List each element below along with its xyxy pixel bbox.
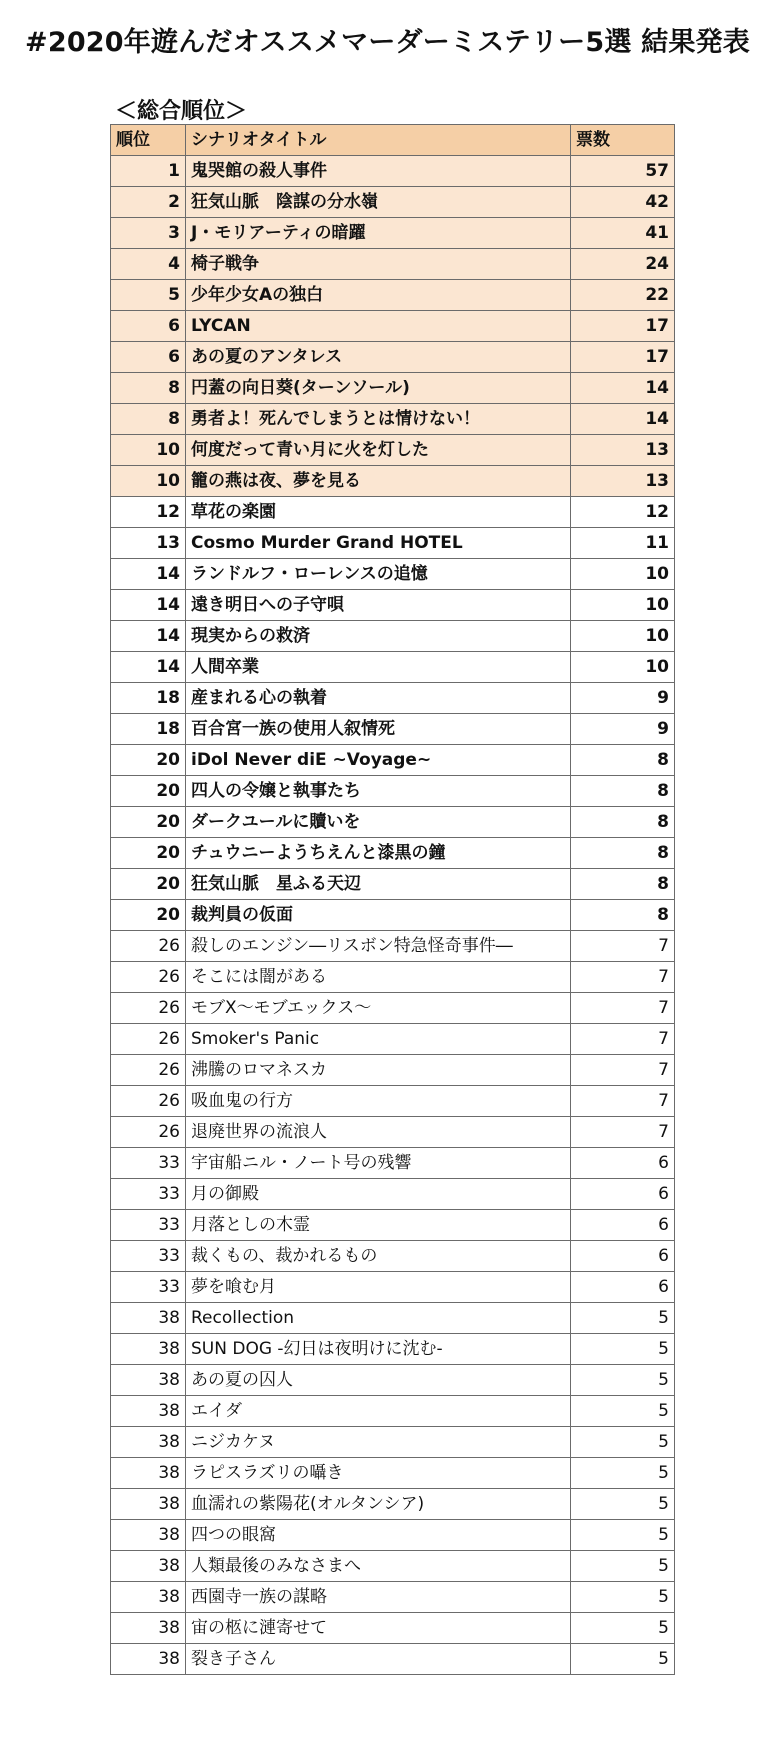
title-cell: Cosmo Murder Grand HOTEL	[186, 528, 571, 559]
title-cell: エイダ	[186, 1396, 571, 1427]
table-row	[111, 1365, 675, 1396]
votes-cell: 7	[571, 1086, 675, 1117]
votes-cell: 5	[571, 1458, 675, 1489]
title-cell: 円蓋の向日葵(ターンソール)	[186, 373, 571, 404]
title-cell: 月落としの木霊	[186, 1210, 571, 1241]
table-row	[111, 1427, 675, 1458]
rank-cell: 38	[111, 1396, 186, 1427]
rank-cell: 20	[111, 900, 186, 931]
rank-cell: 20	[111, 807, 186, 838]
votes-cell: 7	[571, 1055, 675, 1086]
table-row	[111, 1613, 675, 1644]
table-row	[111, 776, 675, 807]
header-title: シナリオタイトル	[186, 125, 571, 156]
table-row	[111, 1179, 675, 1210]
title-cell: 四人の令嬢と執事たち	[186, 776, 571, 807]
votes-cell: 41	[571, 218, 675, 249]
table-row	[111, 900, 675, 931]
votes-cell: 10	[571, 621, 675, 652]
votes-cell: 5	[571, 1489, 675, 1520]
table-row	[111, 1055, 675, 1086]
title-cell: 殺しのエンジン―リスボン特急怪奇事件―	[186, 931, 571, 962]
table-row	[111, 1551, 675, 1582]
title-cell: 裁判員の仮面	[186, 900, 571, 931]
votes-cell: 5	[571, 1334, 675, 1365]
rank-cell: 14	[111, 559, 186, 590]
votes-cell: 5	[571, 1396, 675, 1427]
votes-cell: 5	[571, 1582, 675, 1613]
votes-cell: 8	[571, 869, 675, 900]
table-row	[111, 311, 675, 342]
header-rank: 順位	[111, 125, 186, 156]
title-cell: 血濡れの紫陽花(オルタンシア)	[186, 1489, 571, 1520]
votes-cell: 8	[571, 807, 675, 838]
title-cell: 西園寺一族の謀略	[186, 1582, 571, 1613]
title-cell: あの夏のアンタレス	[186, 342, 571, 373]
rank-cell: 20	[111, 776, 186, 807]
table-row	[111, 869, 675, 900]
title-cell: そこには闇がある	[186, 962, 571, 993]
rank-cell: 33	[111, 1210, 186, 1241]
table-row	[111, 373, 675, 404]
title-cell: 勇者よ！死んでしまうとは情けない！	[186, 404, 571, 435]
rank-cell: 10	[111, 435, 186, 466]
title-cell: 四つの眼窩	[186, 1520, 571, 1551]
rank-cell: 18	[111, 714, 186, 745]
title-cell: あの夏の囚人	[186, 1365, 571, 1396]
title-cell: 人類最後のみなさまへ	[186, 1551, 571, 1582]
title-cell: 少年少女Aの独白	[186, 280, 571, 311]
rank-cell: 33	[111, 1148, 186, 1179]
votes-cell: 5	[571, 1613, 675, 1644]
votes-cell: 14	[571, 373, 675, 404]
votes-cell: 7	[571, 1024, 675, 1055]
votes-cell: 8	[571, 838, 675, 869]
votes-cell: 5	[571, 1365, 675, 1396]
title-cell: 椅子戦争	[186, 249, 571, 280]
table-row	[111, 1644, 675, 1675]
rank-cell: 14	[111, 652, 186, 683]
votes-cell: 7	[571, 962, 675, 993]
votes-cell: 13	[571, 435, 675, 466]
table-row	[111, 342, 675, 373]
title-cell: モブX〜モブエックス〜	[186, 993, 571, 1024]
rank-cell: 2	[111, 187, 186, 218]
title-cell: 狂気山脈 星ふる天辺	[186, 869, 571, 900]
ranking-table	[110, 124, 675, 1675]
table-row	[111, 993, 675, 1024]
votes-cell: 6	[571, 1210, 675, 1241]
table-row	[111, 652, 675, 683]
rank-cell: 33	[111, 1179, 186, 1210]
votes-cell: 9	[571, 683, 675, 714]
votes-cell: 8	[571, 776, 675, 807]
votes-cell: 10	[571, 559, 675, 590]
rank-cell: 33	[111, 1241, 186, 1272]
votes-cell: 8	[571, 745, 675, 776]
rank-cell: 3	[111, 218, 186, 249]
title-cell: Smoker's Panic	[186, 1024, 571, 1055]
title-cell: iDol Never diE ~Voyage~	[186, 745, 571, 776]
votes-cell: 7	[571, 1117, 675, 1148]
rank-cell: 20	[111, 745, 186, 776]
rank-cell: 38	[111, 1520, 186, 1551]
table-row	[111, 1489, 675, 1520]
votes-cell: 11	[571, 528, 675, 559]
table-row	[111, 1241, 675, 1272]
table-row	[111, 1303, 675, 1334]
table-row	[111, 590, 675, 621]
title-cell: 裁くもの、裁かれるもの	[186, 1241, 571, 1272]
title-cell: 百合宮一族の使用人叙情死	[186, 714, 571, 745]
rank-cell: 38	[111, 1489, 186, 1520]
title-cell: 宇宙船ニル・ノート号の残響	[186, 1148, 571, 1179]
table-row	[111, 962, 675, 993]
title-cell: 現実からの救済	[186, 621, 571, 652]
rank-cell: 14	[111, 590, 186, 621]
table-row	[111, 559, 675, 590]
votes-cell: 6	[571, 1148, 675, 1179]
table-row	[111, 1582, 675, 1613]
table-row	[111, 1148, 675, 1179]
title-cell: 産まれる心の執着	[186, 683, 571, 714]
rank-cell: 38	[111, 1551, 186, 1582]
table-row	[111, 1334, 675, 1365]
table-row	[111, 528, 675, 559]
rank-cell: 5	[111, 280, 186, 311]
title-cell: ニジカケヌ	[186, 1427, 571, 1458]
rank-cell: 4	[111, 249, 186, 280]
table-row	[111, 714, 675, 745]
table-row	[111, 1520, 675, 1551]
rank-cell: 26	[111, 1086, 186, 1117]
table-row	[111, 1024, 675, 1055]
votes-cell: 22	[571, 280, 675, 311]
table-row	[111, 156, 675, 187]
votes-cell: 6	[571, 1241, 675, 1272]
votes-cell: 17	[571, 342, 675, 373]
rank-cell: 1	[111, 156, 186, 187]
title-cell: 月の御殿	[186, 1179, 571, 1210]
votes-cell: 13	[571, 466, 675, 497]
table-row	[111, 497, 675, 528]
title-cell: 人間卒業	[186, 652, 571, 683]
table-row	[111, 218, 675, 249]
title-cell: 狂気山脈 陰謀の分水嶺	[186, 187, 571, 218]
title-cell: 吸血鬼の行方	[186, 1086, 571, 1117]
votes-cell: 9	[571, 714, 675, 745]
title-cell: チュウニーようちえんと漆黒の鐘	[186, 838, 571, 869]
rank-cell: 38	[111, 1334, 186, 1365]
rank-cell: 26	[111, 1055, 186, 1086]
title-cell: ランドルフ・ローレンスの追憶	[186, 559, 571, 590]
table-row	[111, 1272, 675, 1303]
votes-cell: 7	[571, 931, 675, 962]
table-row	[111, 249, 675, 280]
section-label: ＜総合順位＞	[115, 99, 248, 124]
table-row	[111, 1086, 675, 1117]
rank-cell: 18	[111, 683, 186, 714]
votes-cell: 42	[571, 187, 675, 218]
rank-cell: 20	[111, 838, 186, 869]
title-cell: 裂き子さん	[186, 1644, 571, 1675]
table-row	[111, 435, 675, 466]
table-row	[111, 931, 675, 962]
table-row	[111, 404, 675, 435]
title-cell: ラピスラズリの囁き	[186, 1458, 571, 1489]
title-cell: 草花の楽園	[186, 497, 571, 528]
title-cell: ダークユールに贖いを	[186, 807, 571, 838]
votes-cell: 5	[571, 1644, 675, 1675]
votes-cell: 14	[571, 404, 675, 435]
rank-cell: 38	[111, 1303, 186, 1334]
rank-cell: 38	[111, 1613, 186, 1644]
table-row	[111, 187, 675, 218]
table-row	[111, 280, 675, 311]
title-cell: 何度だって青い月に火を灯した	[186, 435, 571, 466]
rank-cell: 8	[111, 404, 186, 435]
rank-cell: 38	[111, 1458, 186, 1489]
header-votes: 票数	[571, 125, 675, 156]
votes-cell: 12	[571, 497, 675, 528]
table-row	[111, 466, 675, 497]
table-header-row	[111, 125, 675, 156]
table-row	[111, 807, 675, 838]
table-row	[111, 838, 675, 869]
table-row	[111, 1210, 675, 1241]
table-row	[111, 1117, 675, 1148]
rank-cell: 26	[111, 931, 186, 962]
rank-cell: 14	[111, 621, 186, 652]
rank-cell: 38	[111, 1427, 186, 1458]
title-cell: 退廃世界の流浪人	[186, 1117, 571, 1148]
rank-cell: 13	[111, 528, 186, 559]
rank-cell: 26	[111, 1024, 186, 1055]
title-cell: 鬼哭館の殺人事件	[186, 156, 571, 187]
table-row	[111, 1396, 675, 1427]
votes-cell: 57	[571, 156, 675, 187]
votes-cell: 17	[571, 311, 675, 342]
votes-cell: 8	[571, 900, 675, 931]
title-cell: 籠の燕は夜、夢を見る	[186, 466, 571, 497]
rank-cell: 6	[111, 311, 186, 342]
rank-cell: 26	[111, 993, 186, 1024]
rank-cell: 38	[111, 1365, 186, 1396]
table-row	[111, 621, 675, 652]
title-cell: Recollection	[186, 1303, 571, 1334]
title-cell: SUN DOG -幻日は夜明けに沈む-	[186, 1334, 571, 1365]
title-cell: J・モリアーティの暗躍	[186, 218, 571, 249]
votes-cell: 6	[571, 1179, 675, 1210]
rank-cell: 10	[111, 466, 186, 497]
title-cell: LYCAN	[186, 311, 571, 342]
rank-cell: 6	[111, 342, 186, 373]
votes-cell: 10	[571, 652, 675, 683]
votes-cell: 5	[571, 1303, 675, 1334]
rank-cell: 38	[111, 1644, 186, 1675]
votes-cell: 5	[571, 1520, 675, 1551]
rank-cell: 38	[111, 1582, 186, 1613]
title-cell: 宙の柩に漣寄せて	[186, 1613, 571, 1644]
votes-cell: 7	[571, 993, 675, 1024]
votes-cell: 10	[571, 590, 675, 621]
votes-cell: 24	[571, 249, 675, 280]
rank-cell: 26	[111, 1117, 186, 1148]
table-row	[111, 745, 675, 776]
rank-cell: 26	[111, 962, 186, 993]
title-cell: 夢を喰む月	[186, 1272, 571, 1303]
rank-cell: 12	[111, 497, 186, 528]
page-title: #2020年遊んだオススメマーダーミステリー5選 結果発表	[25, 27, 750, 58]
votes-cell: 5	[571, 1427, 675, 1458]
table-row	[111, 683, 675, 714]
votes-cell: 5	[571, 1551, 675, 1582]
rank-cell: 33	[111, 1272, 186, 1303]
title-cell: 遠き明日への子守唄	[186, 590, 571, 621]
rank-cell: 8	[111, 373, 186, 404]
rank-cell: 20	[111, 869, 186, 900]
table-row	[111, 1458, 675, 1489]
votes-cell: 6	[571, 1272, 675, 1303]
title-cell: 沸騰のロマネスカ	[186, 1055, 571, 1086]
